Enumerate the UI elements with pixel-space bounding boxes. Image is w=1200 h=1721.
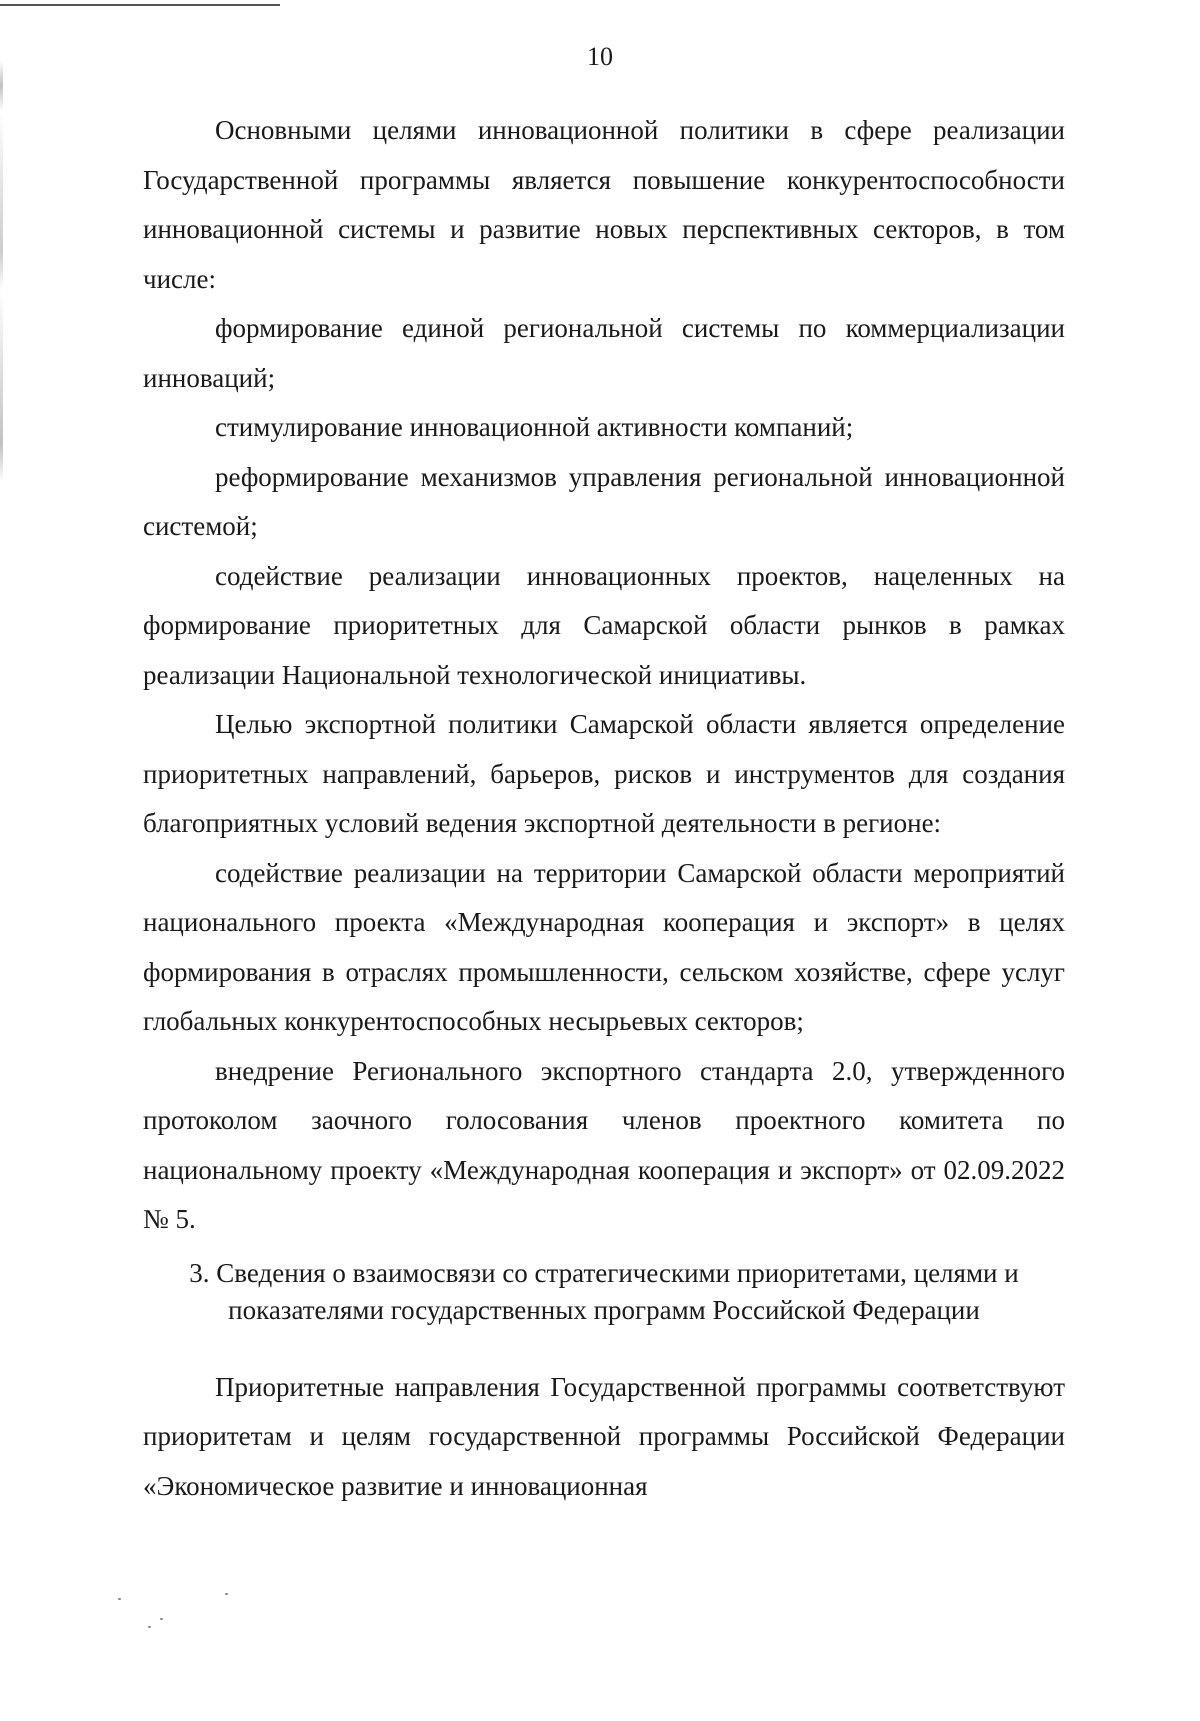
paragraph-innovation-goals: Основными целями инновационной политики в сфере реализации Государственной программы является повышение конкурентоспособности инновационной системы и развитие новых перспективных секторов, в том числе: bbox=[143, 115, 1065, 294]
list-item-regional-system: формирование единой региональной системы по коммерциализации инноваций; bbox=[143, 313, 1065, 393]
scan-artifact-top-line bbox=[0, 4, 280, 6]
paragraph-priorities: Приоритетные направления Государственной программы соответствуют приоритетам и целям государственной программы Российской Федерации «Экономическое развитие и инновационная bbox=[143, 1371, 1065, 1501]
list-item-projects: содействие реализации инновационных проектов, нацеленных на формирование приоритетных для Самарской области рынков в рамках реализации Национальной технологической инициативы. bbox=[143, 560, 1065, 690]
scan-speck bbox=[118, 1598, 121, 1600]
section-heading: 3. Сведения о взаимосвязи со стратегическими приоритетами, целями и показателями государственных программ Российской Федерации bbox=[189, 1257, 1019, 1325]
document-body bbox=[143, 106, 1065, 1511]
scan-speck bbox=[225, 1593, 228, 1595]
list-item-export-standard: внедрение Регионального экспортного стандарта 2.0, утвержденного протоколом заочного голосования членов проектного комитета по национальному проекту «Международная кооперация и экспорт» от 02.09.2022 № 5. bbox=[143, 1055, 1065, 1234]
scan-speck bbox=[148, 1626, 151, 1628]
list-item-national-project: содействие реализации на территории Самарской области мероприятий национального проекта «Международная кооперация и экспорт» в целях формирования в отраслях промышленности, сельском хозяйстве, сфере услуг глобальных конкурентоспособных несырьевых секторов; bbox=[143, 857, 1065, 1036]
scan-artifact-left-edge bbox=[0, 60, 3, 700]
page-number: 10 bbox=[587, 42, 613, 71]
scan-speck bbox=[160, 1618, 163, 1620]
list-item-stimulation: стимулирование инновационной активности компаний; bbox=[215, 412, 854, 442]
list-item-reform: реформирование механизмов управления региональной инновационной системой; bbox=[143, 461, 1065, 541]
paragraph-export-goal: Целью экспортной политики Самарской области является определение приоритетных направлений, барьеров, рисков и инструментов для создания благоприятных условий ведения экспортной деятельности в регионе: bbox=[143, 709, 1065, 838]
